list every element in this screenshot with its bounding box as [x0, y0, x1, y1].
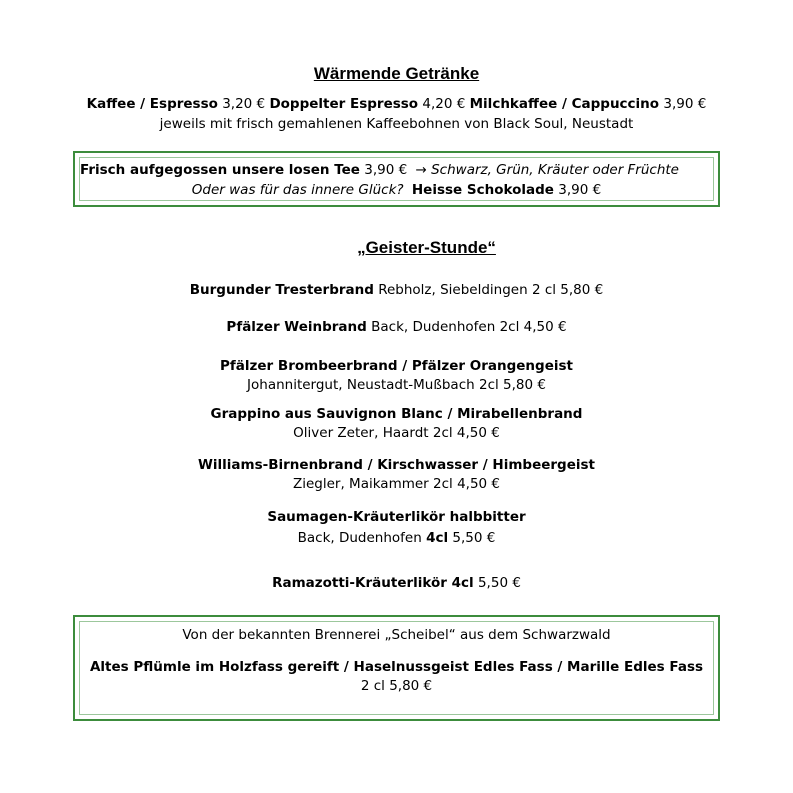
scheibel-intro: Von der bekannten Brennerei „Scheibel“ aus dem Schwarzwald — [182, 627, 611, 643]
geister-item-detail: Ziegler, Maikammer 2cl 4,50 € — [292, 476, 501, 492]
item-detail: Back, Dudenhofen — [297, 530, 422, 546]
geister-item — [0, 282, 793, 298]
schoko-price: 3,90 € — [558, 182, 602, 198]
geister-item-detail: Johannitergut, Neustadt-Mußbach 2cl 5,80 € — [247, 377, 546, 393]
scheibel-box — [73, 615, 720, 721]
item-name: Grappino aus Sauvignon Blanc / Mirabellenbrand — [210, 406, 583, 422]
milch-name: Milchkaffee / Cappuccino — [469, 96, 660, 112]
schoko-name: Heisse Schokolade — [411, 182, 554, 198]
item-name: Saumagen-Kräuterlikör halbbitter — [267, 509, 526, 525]
geister-item-detail — [0, 530, 793, 546]
tea-box — [73, 151, 720, 207]
scheibel-items-text: Altes Pflümle im Holzfass gereift / Haselnussgeist Edles Fass / Marille Edles Fass — [89, 659, 704, 675]
schoko-line — [75, 182, 718, 198]
scheibel-price: 2 cl 5,80 € — [360, 678, 433, 694]
doppelter-name: Doppelter Espresso — [269, 96, 419, 112]
geister-item-name — [0, 457, 793, 473]
item-detail: Rebholz, Siebeldingen 2 cl 5,80 € — [378, 282, 604, 298]
item-detail: Back, Dudenhofen 2cl 4,50 € — [371, 319, 567, 335]
geister-item — [0, 319, 793, 335]
item-detail: 5,50 € — [477, 575, 521, 591]
warm-heading: Wärmende Getränke — [313, 64, 480, 83]
item-name: Williams-Birnenbrand / Kirschwasser / Himbeergeist — [198, 457, 595, 473]
doppelter-price: 4,20 € — [422, 96, 466, 112]
item-name: Pfälzer Weinbrand — [226, 319, 367, 335]
item-detail-bold: 4cl — [426, 530, 449, 546]
tee-price: 3,90 € — [364, 162, 408, 178]
geister-item — [0, 575, 793, 591]
coffee-line — [0, 96, 793, 112]
item-name: Burgunder Tresterbrand — [189, 282, 374, 298]
question-text: Oder was für das innere Glück? — [191, 182, 404, 198]
item-name: Ramazotti-Kräuterlikör 4cl — [272, 575, 474, 591]
geister-item-detail: Oliver Zeter, Haardt 2cl 4,50 € — [293, 425, 500, 441]
geister-item-name — [0, 509, 793, 525]
scheibel-items — [75, 659, 718, 675]
tea-line — [80, 162, 679, 178]
kaffee-price: 3,20 € — [222, 96, 266, 112]
tee-name: Frisch aufgegossen unsere losen Tee — [80, 162, 360, 178]
geister-item-name — [0, 358, 793, 374]
geister-heading: „Geister-Stunde“ — [357, 238, 496, 257]
tee-types: → Schwarz, Grün, Kräuter oder Früchte — [415, 162, 679, 178]
item-name: Pfälzer Brombeerbrand / Pfälzer Orangengeist — [220, 358, 573, 374]
geister-item-name — [0, 406, 793, 422]
milch-price: 3,90 € — [663, 96, 707, 112]
coffee-note: jeweils mit frisch gemahlenen Kaffeebohnen von Black Soul, Neustadt — [159, 116, 634, 132]
kaffee-name: Kaffee / Espresso — [86, 96, 218, 112]
item-price: 5,50 € — [452, 530, 496, 546]
